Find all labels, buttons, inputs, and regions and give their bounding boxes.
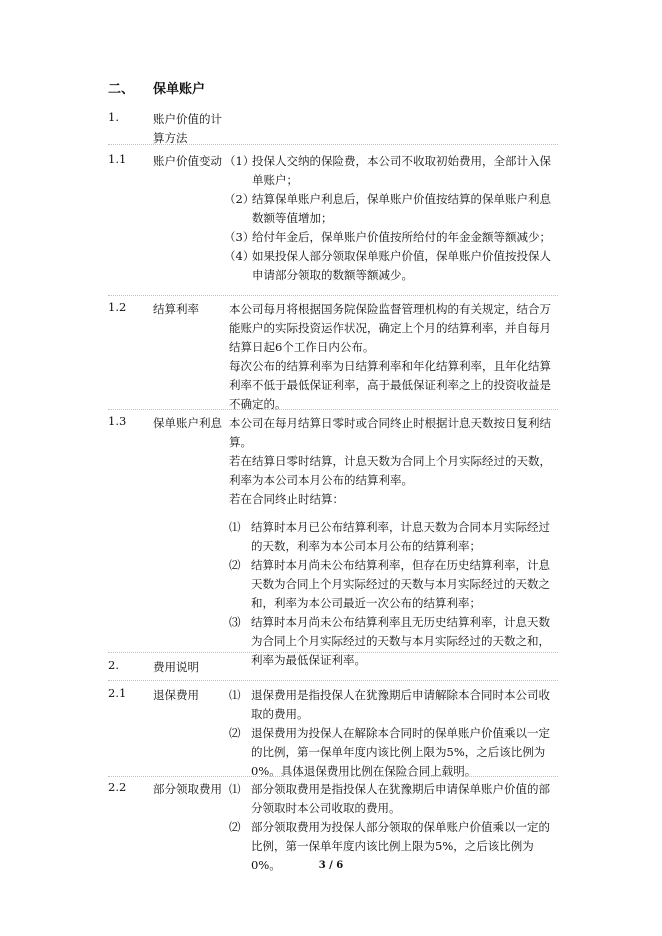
item-label: 账户价值的计算方法 [153,112,222,145]
section-heading [108,78,206,97]
item-body [224,152,562,285]
divider [108,144,558,145]
paragraph: 本公司在每月结算日零时或合同终止时根据计息天数按日复利结算。 [229,416,551,449]
item-number: 2. [108,658,119,672]
list-item: ⑴ 结算时本月已公布结算利率，计息天数为合同本月实际经过的天数，利率为本公司本月公布的结算利率； [229,520,550,553]
section-number: 二、 [108,82,135,97]
item-number: 1.3 [108,414,127,428]
section-title: 保单账户 [153,82,206,97]
list-item: （1） 投保人交纳的保险费，本公司不收取初始费用，全部计入保单账户； [224,154,551,187]
paragraph: 若在结算日零时结算，计息天数为合同上个月实际经过的天数，利率为本公司本月公布的结算利率。 [229,454,551,487]
list-item: （2） 结算保单账户利息后，保单账户价值按结算的保单账户利息数额等值增加； [224,192,551,225]
divider [108,776,558,777]
list-item: ⑵ 部分领取费用为投保人部分领取的保单账户价值乘以一定的比例，第一保单年度内该比例上限为5%，之后该比例为0%。 [229,820,550,872]
item-number: 1.1 [108,152,127,166]
divider [108,680,558,681]
divider [108,652,558,653]
item-body [229,686,561,781]
item-body [229,300,561,414]
list-item: ⑶ 结算时本月尚未公布结算利率且无历史结算利率，计息天数为合同上个月实际经过的天数与本月实际经过的天数之和，利率为最低保证利率。 [229,615,550,667]
item-number: 1.2 [108,300,127,314]
item-number: 2.2 [108,780,127,794]
list-item: ⑴ 部分领取费用是指投保人在犹豫期后申请保单账户价值的部分领取时本公司收取的费用。 [229,782,550,815]
item-body [229,414,561,670]
paragraph: 若在合同终止时结算： [229,492,344,506]
item-label: 结算利率 [153,302,199,316]
list-item: ⑴ 退保费用是指投保人在犹豫期后申请解除本合同时本公司收取的费用。 [229,688,550,721]
item-label: 账户价值变动 [153,154,222,168]
item-label: 部分领取费用 [153,782,222,796]
item-label: 保单账户利息 [153,416,222,430]
item-number: 2.1 [108,686,127,700]
item-label: 费用说明 [153,660,199,674]
list-item: （3） 给付年金后，保单账户价值按所给付的年金金额等额减少； [224,230,551,244]
divider [108,295,558,296]
divider [108,409,558,410]
item-label: 退保费用 [153,688,199,702]
paragraph: 每次公布的结算利率为日结算利率和年化结算利率，且年化结算利率不低于最低保证利率，高于最低保证利率之上的投资收益是不确定的。 [229,359,551,411]
page-number: 3 / 6 [318,860,344,871]
list-item: ⑵ 结算时本月尚未公布结算利率，但存在历史结算利率，计息天数为合同上个月实际经过的天数与本月实际经过的天数之和，利率为本公司最近一次公布的结算利率； [229,558,550,610]
paragraph: 本公司每月将根据国务院保险监督管理机构的有关规定，结合万能账户的实际投资运作状况，确定上个月的结算利率，并自每月结算日起6个工作日内公布。 [229,302,551,354]
list-item: ⑵ 退保费用为投保人在解除本合同时的保单账户价值乘以一定的比例，第一保单年度内该比例上限为5%，之后该比例为0%。具体退保费用比例在保险合同上载明。 [229,726,550,778]
list-item: （4） 如果投保人部分领取保单账户价值，保单账户价值按投保人申请部分领取的数额等额减少。 [224,249,551,282]
item-number: 1. [108,110,119,124]
